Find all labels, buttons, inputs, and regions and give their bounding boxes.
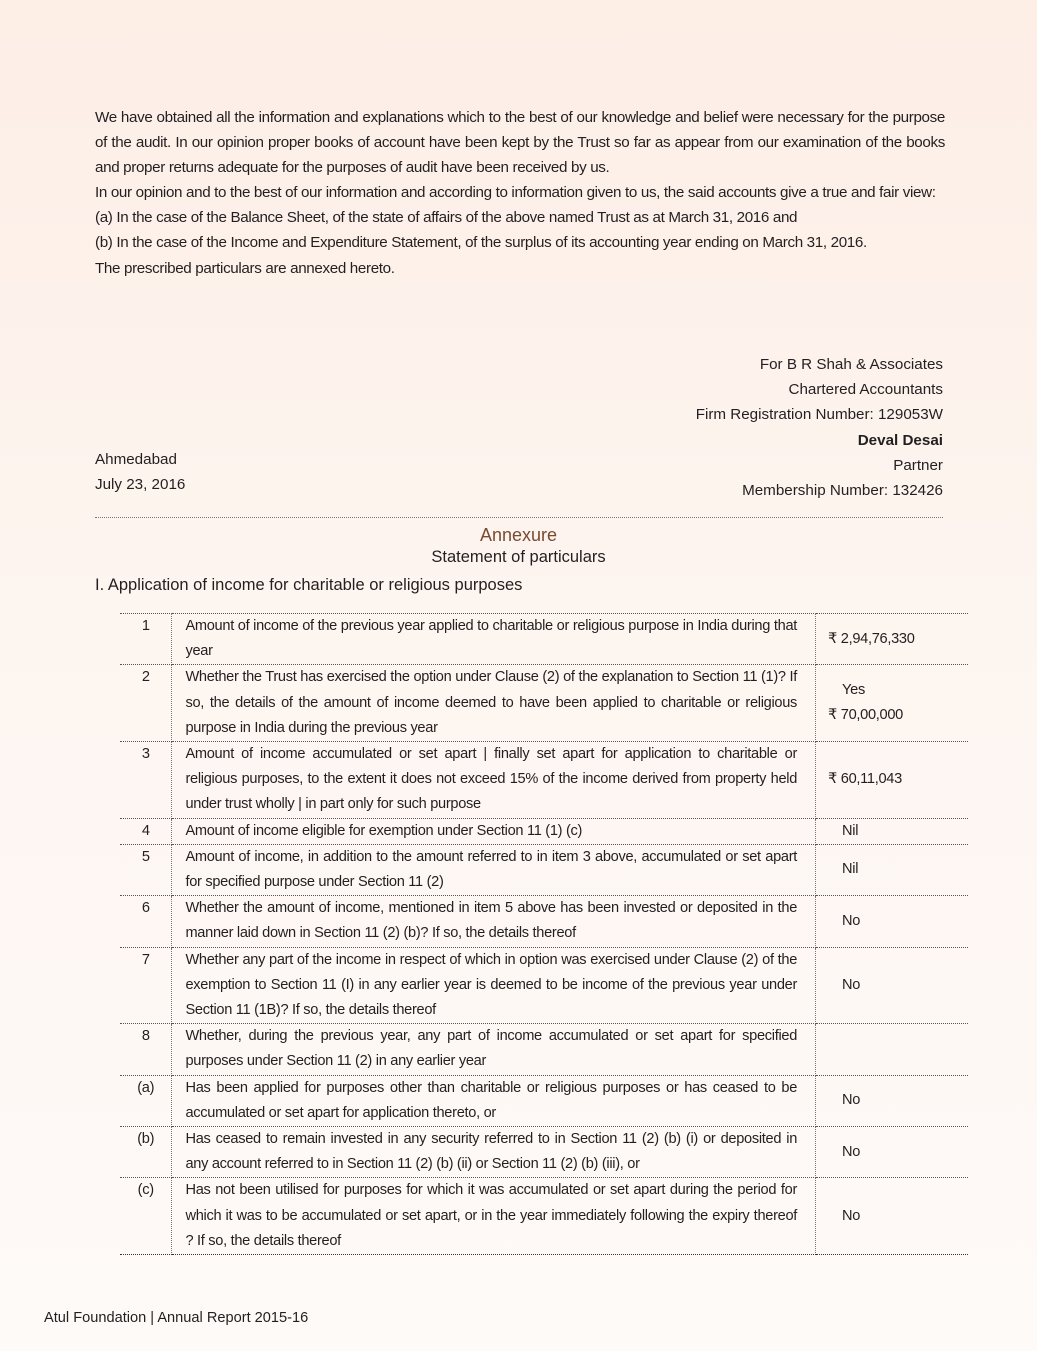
row-description: Has ceased to remain invested in any security referred to in Section 11 (2) (b) (i) or deposited in any account referred to in Section 11 (2) (b) (ii) or Section 11 (2) (b) (iii), or	[172, 1127, 816, 1178]
row-number: 5	[120, 844, 172, 895]
particulars-table	[120, 613, 968, 1255]
row-description: Amount of income accumulated or set apart | finally set apart for application to charitable or religious purposes, to the extent it does not exceed 15% of the income derived from property held under trust wholly | in part only for such purpose	[172, 742, 816, 819]
row-description: Amount of income eligible for exemption under Section 11 (1) (c)	[172, 818, 816, 844]
answer-value: ₹ 60,11,043	[828, 771, 902, 788]
row-number: 8	[120, 1024, 172, 1075]
row-answer	[816, 665, 968, 742]
firm-type: Chartered Accountants	[788, 381, 943, 399]
row-number: 4	[120, 818, 172, 844]
table-row	[120, 742, 968, 819]
row-number: (c)	[120, 1178, 172, 1255]
row-number: 7	[120, 947, 172, 1024]
firm-registration: Firm Registration Number: 129053W	[695, 406, 943, 424]
page-footer: Atul Foundation | Annual Report 2015-16	[44, 1310, 309, 1326]
paragraph-annexed: The prescribed particulars are annexed hereto.	[95, 259, 395, 277]
row-description: Whether any part of the income in respect of which in option was exercised under Clause (2) of the exemption to Section 11 (I) in any earlier year is deemed to be income of the previous year under Section 11 (1B)? If so, the details thereof	[172, 947, 816, 1024]
annexure-subtitle: Statement of particulars	[431, 548, 606, 566]
membership-number: Membership Number: 132426	[742, 482, 943, 500]
section-heading: I. Application of income for charitable or religious purposes	[95, 576, 523, 594]
row-description: Amount of income, in addition to the amount referred to in item 3 above, accumulated or set apart for specified purpose under Section 11 (2)	[172, 844, 816, 895]
divider	[95, 517, 943, 518]
row-description: Has been applied for purposes other than charitable or religious purposes or has ceased to be accumulated or set apart for application thereto, or	[172, 1075, 816, 1126]
row-number: (a)	[120, 1075, 172, 1126]
row-description: Whether, during the previous year, any part of income accumulated or set apart for specified purposes under Section 11 (2) in any earlier year	[172, 1024, 816, 1075]
place-date	[95, 447, 185, 497]
answer-value: Nil	[842, 861, 859, 878]
firm-name: For B R Shah & Associates	[759, 356, 943, 373]
answer-value: No	[842, 912, 861, 929]
row-answer	[816, 614, 968, 665]
answer-value: No	[842, 1143, 861, 1160]
row-answer	[816, 1178, 968, 1255]
answer-value: No	[842, 1092, 861, 1109]
paragraph-balance-sheet: (a) In the case of the Balance Sheet, of the state of affairs of the above named Trust as at March 31, 2016 and	[95, 209, 798, 227]
audit-opinion-text	[95, 105, 945, 281]
paragraph-audit: We have obtained all the information and explanations which to the best of our knowledge and belief were necessary for the purpose of the audit. In our opinion proper books of account have been kept by the Trust so far as appear from our examination of the books and proper returns adequate for the purposes of audit have been received by us.	[95, 109, 945, 177]
row-answer	[816, 1024, 968, 1075]
row-answer	[816, 1075, 968, 1126]
row-answer	[816, 947, 968, 1024]
answer-amount: ₹ 70,00,000	[828, 707, 903, 724]
row-answer	[816, 1127, 968, 1178]
row-description: Whether the Trust has exercised the option under Clause (2) of the explanation to Section 11 (1)? If so, the details of the amount of income deemed to have been applied to charitable or religious purpose in India during the previous year	[172, 665, 816, 742]
table-row	[120, 947, 968, 1024]
row-description: Whether the amount of income, mentioned in item 5 above has been invested or deposited in the manner laid down in Section 11 (2) (b)? If so, the details thereof	[172, 896, 816, 947]
row-answer	[816, 818, 968, 844]
table-row	[120, 1024, 968, 1075]
table-row	[120, 1127, 968, 1178]
paragraph-opinion: In our opinion and to the best of our information and according to information given to us, the said accounts give a true and fair view:	[95, 184, 936, 202]
answer-value: No	[842, 976, 861, 993]
signature-block	[696, 352, 943, 503]
table-row	[120, 844, 968, 895]
table-row	[120, 818, 968, 844]
row-answer	[816, 844, 968, 895]
table-row	[120, 1178, 968, 1255]
answer-value: No	[842, 1207, 861, 1224]
date: July 23, 2016	[95, 476, 186, 494]
table-row	[120, 1075, 968, 1126]
row-number: 3	[120, 742, 172, 819]
annexure-title: Annexure	[479, 525, 558, 545]
row-number: (b)	[120, 1127, 172, 1178]
paragraph-income-expenditure: (b) In the case of the Income and Expenditure Statement, of the surplus of its accounting year ending on March 31, 2016.	[95, 234, 867, 252]
table-row	[120, 896, 968, 947]
signatory-role: Partner	[893, 456, 943, 474]
row-number: 6	[120, 896, 172, 947]
row-description: Has not been utilised for purposes for which it was accumulated or set apart during the period for which it was to be accumulated or set apart, or in the year immediately following the expiry thereof ? If so, the details thereof	[172, 1178, 816, 1255]
row-number: 2	[120, 665, 172, 742]
row-number: 1	[120, 614, 172, 665]
answer-value: ₹ 2,94,76,330	[828, 630, 915, 647]
row-answer	[816, 742, 968, 819]
answer-value: Yes	[842, 682, 865, 698]
answer-value: Nil	[842, 822, 859, 839]
place: Ahmedabad	[95, 451, 177, 468]
table-row	[120, 665, 968, 742]
table-row	[120, 614, 968, 665]
row-description: Amount of income of the previous year applied to charitable or religious purpose in India during that year	[172, 614, 816, 665]
row-answer	[816, 896, 968, 947]
signatory-name: Deval Desai	[857, 431, 943, 449]
